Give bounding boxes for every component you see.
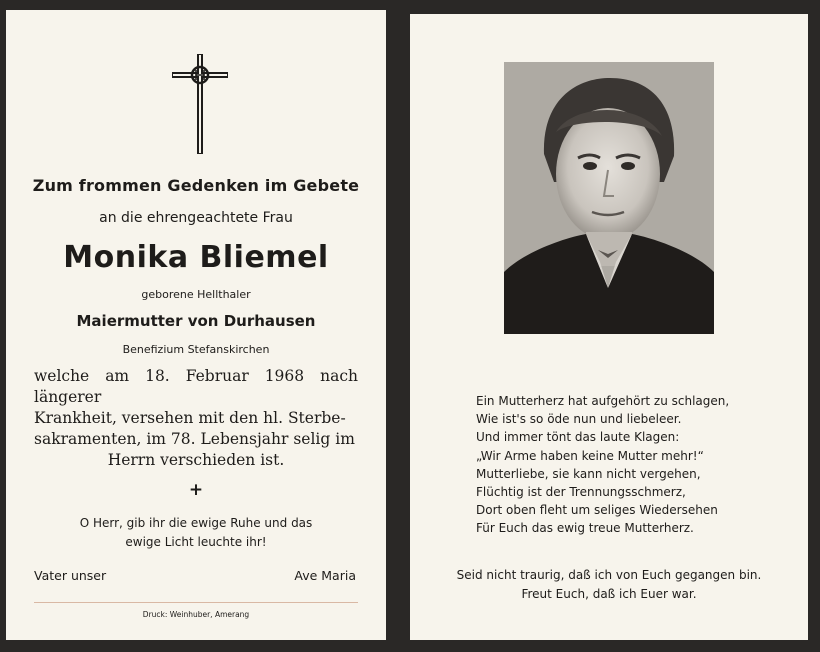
poem-line: „Wir Arme haben keine Mutter mehr!“ [476, 448, 704, 463]
death-notice-line: Herrn verschieden ist. [107, 451, 285, 469]
memorial-heading: Zum frommen Gedenken im Gebete [32, 176, 360, 195]
portrait-photo [504, 62, 714, 334]
poem-line: Mutterliebe, sie kann nicht vergehen, [476, 466, 701, 481]
death-notice-line: sakramenten, im 78. Lebensjahr selig im [34, 430, 355, 448]
prayer-line: O Herr, gib ihr die ewige Ruhe und das [79, 516, 313, 530]
prayer-line: ewige Licht leuchte ihr! [125, 535, 267, 549]
death-notice-line: welche am 18. Februar 1968 nach längerer [34, 367, 358, 406]
right-memorial-card [410, 14, 808, 640]
maiden-name: geborene Hellthaler [141, 288, 251, 301]
deceased-name: Monika Bliemel [63, 240, 329, 275]
poem-line: Wie ist's so öde nun und liebeleer. [476, 412, 682, 427]
memorial-subheading: an die ehrengeachtete Frau [99, 210, 293, 226]
poem-line: Für Euch das ewig treue Mutterherz. [476, 521, 694, 536]
parish-name: Benefizium Stefanskirchen [122, 343, 270, 356]
divider [34, 602, 358, 603]
death-notice-text [34, 366, 358, 471]
poem-line: Ein Mutterherz hat aufgehört zu schlagen, [476, 394, 730, 408]
plus-cross-icon: + [188, 480, 204, 500]
closing-line: Seid nicht traurig, daß ich von Euch gegangen bin. [456, 568, 762, 582]
closing-verse [410, 566, 808, 604]
deceased-title: Maiermutter von Durhausen [76, 312, 316, 330]
ave-maria-label: Ave Maria [294, 568, 356, 583]
poem-line: Flüchtig ist der Trennungsschmerz, [476, 485, 686, 500]
vater-unser-label: Vater unser [34, 568, 107, 583]
death-notice-line: Krankheit, versehen mit den hl. Sterbe- [34, 409, 346, 427]
poem-line: Und immer tönt das laute Klagen: [476, 430, 680, 445]
poem-line: Dort oben fleht um seliges Wiedersehen [476, 503, 718, 518]
memorial-poem [476, 392, 766, 538]
portrait-image [504, 62, 714, 334]
printer-credit: Druck: Weinhuber, Amerang [142, 610, 250, 619]
closing-line: Freut Euch, daß ich Euer war. [521, 587, 697, 601]
left-memorial-card [6, 10, 386, 640]
prayer-text [46, 514, 346, 552]
cross-icon [172, 54, 228, 154]
